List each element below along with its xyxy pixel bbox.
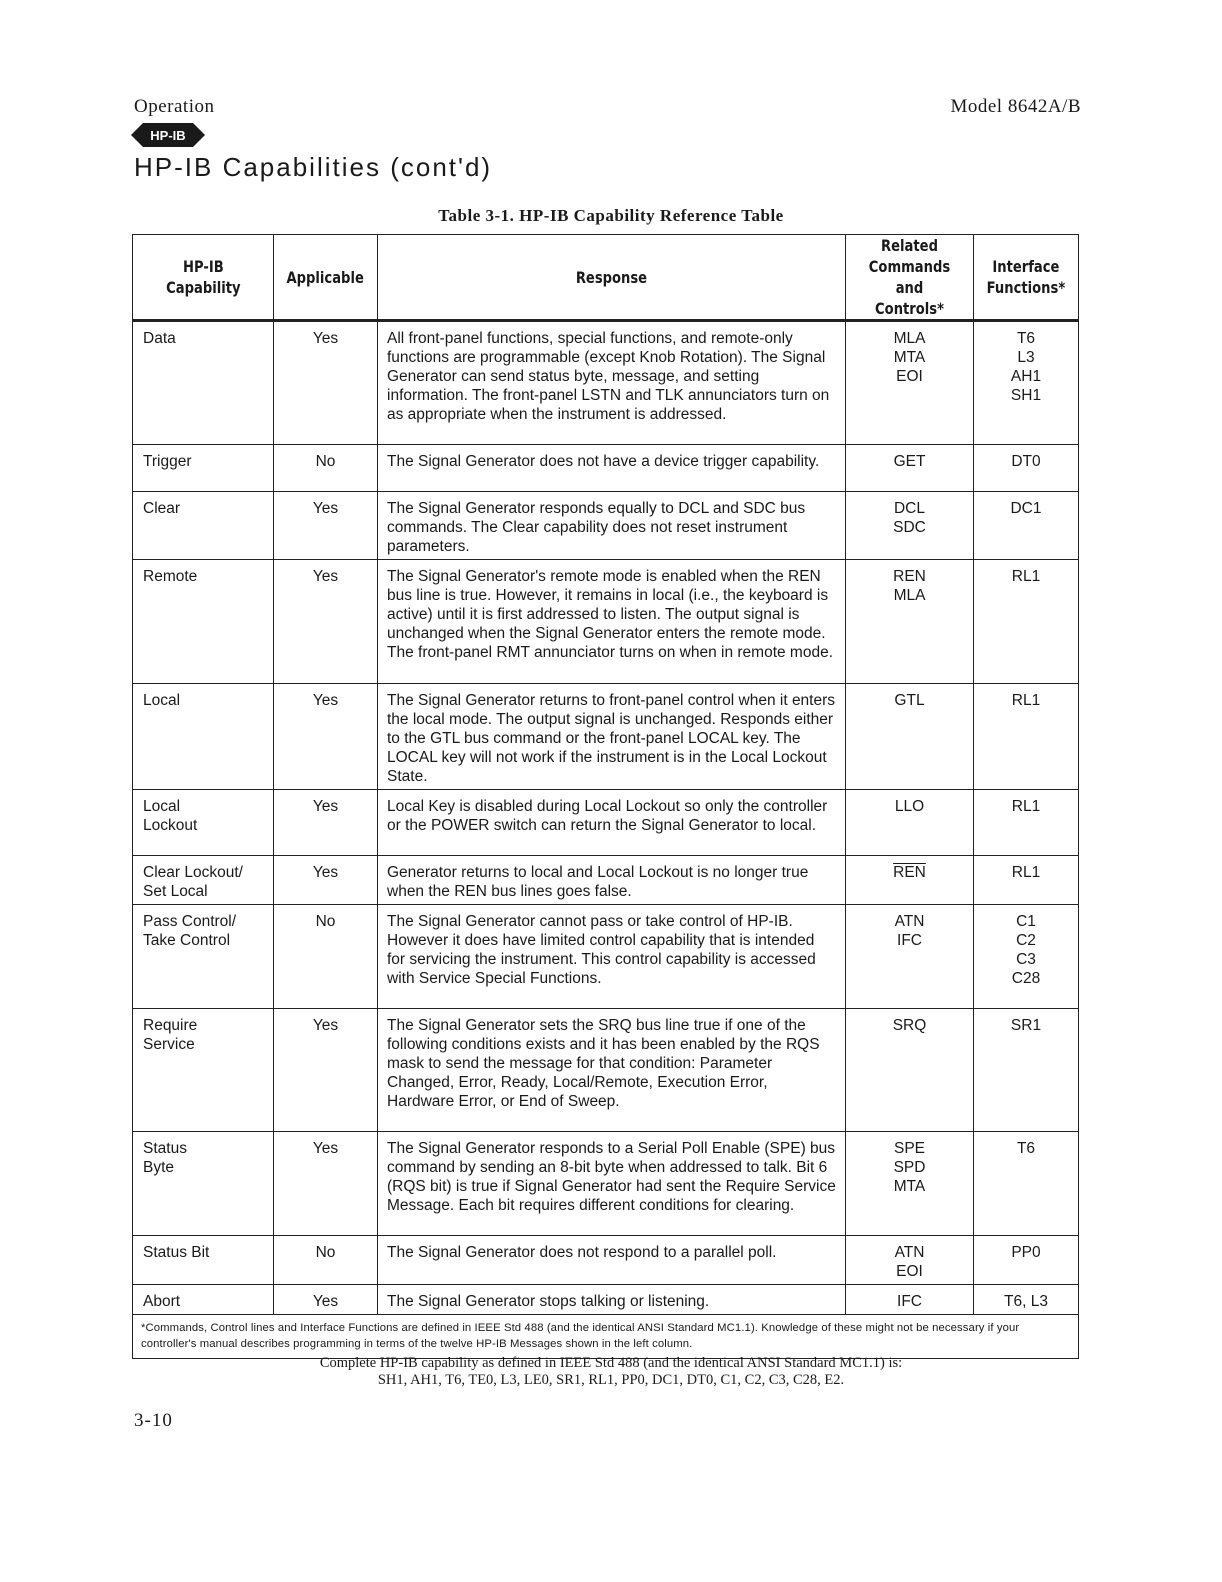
table-row xyxy=(133,684,1079,790)
col-capability-header-label: HP-IB Capability xyxy=(165,257,241,297)
cell-capability: Abort xyxy=(133,1285,274,1315)
table-body xyxy=(133,321,1079,1315)
table-row xyxy=(133,1009,1079,1132)
running-header-section: Operation xyxy=(134,96,215,117)
cell-applicable: Yes xyxy=(274,1009,378,1132)
cell-applicable: Yes xyxy=(274,492,378,560)
cell-functions: RL1 xyxy=(974,856,1079,905)
table-row xyxy=(133,492,1079,560)
cell-applicable: Yes xyxy=(274,560,378,684)
cell-functions: RL1 xyxy=(974,684,1079,790)
cell-capability: Data xyxy=(133,321,274,445)
table-row xyxy=(133,856,1079,905)
table-row xyxy=(133,321,1079,445)
table-row xyxy=(133,790,1079,856)
cell-capability: Local Lockout xyxy=(133,790,274,856)
capability-table xyxy=(132,234,1079,1359)
running-header-model: Model 8642A/B xyxy=(950,96,1081,117)
table-row xyxy=(133,1236,1079,1285)
cell-functions: PP0 xyxy=(974,1236,1079,1285)
table-row xyxy=(133,1285,1079,1315)
cell-capability: Remote xyxy=(133,560,274,684)
cell-commands: $\overline{REN}$ xyxy=(846,856,974,905)
col-capability-header xyxy=(133,235,274,321)
table-caption: Table 3-1. HP-IB Capability Reference Table xyxy=(438,206,784,225)
cell-capability: Local xyxy=(133,684,274,790)
col-functions-header-label: Interface Functions* xyxy=(986,257,1066,297)
cell-functions: C1 C2 C3 C28 xyxy=(974,905,1079,1009)
cell-functions: T6, L3 xyxy=(974,1285,1079,1315)
cell-applicable: Yes xyxy=(274,684,378,790)
cell-response: The Signal Generator does not respond to a parallel poll. xyxy=(378,1236,846,1285)
cell-response: All front-panel functions, special functions, and remote-only functions are programmable (except Knob Rotation). The Signal Generator can send status byte, message, and setting information. The front-panel LSTN and TLK annunciators turn on as appropriate when the instrument is addressed. xyxy=(378,321,846,445)
cell-capability: Trigger xyxy=(133,445,274,492)
cell-response: The Signal Generator returns to front-panel control when it enters the local mode. The output signal is unchanged. Responds either to the GTL bus command or the front-panel LOCAL key. The LOCAL key will not work if the instrument is in the Local Lockout State. xyxy=(378,684,846,790)
cell-applicable: Yes xyxy=(274,1285,378,1315)
table-row xyxy=(133,560,1079,684)
cell-capability: Clear Lockout/ Set Local xyxy=(133,856,274,905)
cell-functions: T6 xyxy=(974,1132,1079,1236)
cell-commands: MLA MTA EOI xyxy=(846,321,974,445)
cell-applicable: Yes xyxy=(274,790,378,856)
cell-applicable: No xyxy=(274,905,378,1009)
table-row xyxy=(133,1132,1079,1236)
cell-commands: IFC xyxy=(846,1285,974,1315)
cell-functions: RL1 xyxy=(974,560,1079,684)
capability-summary xyxy=(0,1355,1222,1389)
cell-capability: Status Byte xyxy=(133,1132,274,1236)
cell-functions: DT0 xyxy=(974,445,1079,492)
cell-applicable: No xyxy=(274,445,378,492)
section-title: HP-IB Capabilities (cont'd) xyxy=(134,152,493,182)
cell-commands: LLO xyxy=(846,790,974,856)
col-applicable-header-label: Applicable xyxy=(286,267,365,287)
cell-response: The Signal Generator stops talking or listening. xyxy=(378,1285,846,1315)
cell-response: The Signal Generator sets the SRQ bus line true if one of the following conditions exists and it has been enabled by the RQS mask to send the message for that condition: Parameter Changed, Error, Ready, Local/Remote, Execution Error, Hardware Error, or End of Sweep. xyxy=(378,1009,846,1132)
table-row xyxy=(133,905,1079,1009)
col-commands-header-label: Related Commands and Controls* xyxy=(868,236,951,318)
table-row xyxy=(133,445,1079,492)
cell-applicable: Yes xyxy=(274,321,378,445)
col-commands-header xyxy=(846,235,974,321)
summary-line-2: SH1, AH1, T6, TE0, L3, LE0, SR1, RL1, PP0, DC1, DT0, C1, C2, C3, C28, E2. xyxy=(377,1372,845,1388)
cell-applicable: No xyxy=(274,1236,378,1285)
cell-capability: Status Bit xyxy=(133,1236,274,1285)
cell-response: Generator returns to local and Local Lockout is no longer true when the REN bus lines goes false. xyxy=(378,856,846,905)
col-applicable-header xyxy=(274,235,378,321)
cell-commands: SPE SPD MTA xyxy=(846,1132,974,1236)
cell-applicable: Yes xyxy=(274,856,378,905)
table-footnote: *Commands, Control lines and Interface Functions are defined in IEEE Std 488 (and the identical ANSI Standard MC1.1). Knowledge of these might not be necessary if your controller's manual describes programming in terms of the twelve HP-IB Messages shown in the left column. xyxy=(133,1315,1079,1359)
cell-commands: REN MLA xyxy=(846,560,974,684)
cell-commands: DCL SDC xyxy=(846,492,974,560)
capability-table-container xyxy=(132,234,1078,1359)
col-functions-header xyxy=(974,235,1079,321)
cell-commands: ATN IFC xyxy=(846,905,974,1009)
cell-capability: Pass Control/ Take Control xyxy=(133,905,274,1009)
cell-applicable: Yes xyxy=(274,1132,378,1236)
cell-functions: T6 L3 AH1 SH1 xyxy=(974,321,1079,445)
table-header xyxy=(133,235,1079,321)
cell-response: The Signal Generator responds to a Serial Poll Enable (SPE) bus command by sending an 8-bit byte when addressed to talk. Bit 6 (RQS bit) is true if Signal Generator had sent the Require Service Message. Each bit requires different conditions for clearing. xyxy=(378,1132,846,1236)
badge-label: HP-IB xyxy=(150,128,186,143)
col-response-header-label: Response xyxy=(575,267,648,287)
cell-functions: RL1 xyxy=(974,790,1079,856)
cell-response: The Signal Generator does not have a device trigger capability. xyxy=(378,445,846,492)
cell-commands: GTL xyxy=(846,684,974,790)
page-number: 3-10 xyxy=(134,1410,173,1431)
cell-commands: GET xyxy=(846,445,974,492)
hp-ib-badge-icon xyxy=(131,122,205,148)
cell-response: The Signal Generator cannot pass or take control of HP-IB. However it does have limited control capability that is intended for servicing the instrument. This control capability is accessed with Service Special Functions. xyxy=(378,905,846,1009)
cell-functions: DC1 xyxy=(974,492,1079,560)
cell-response: The Signal Generator responds equally to DCL and SDC bus commands. The Clear capability does not reset instrument parameters. xyxy=(378,492,846,560)
summary-line-1: Complete HP-IB capability as defined in IEEE Std 488 (and the identical ANSI Standard MC1.1) is: xyxy=(319,1355,903,1371)
cell-commands: ATN EOI xyxy=(846,1236,974,1285)
cell-response: The Signal Generator's remote mode is enabled when the REN bus line is true. However, it remains in local (i.e., the keyboard is active) until it is first addressed to listen. The output signal is unchanged when the Signal Generator enters the remote mode. The front-panel RMT annunciator turns on when in remote mode. xyxy=(378,560,846,684)
cell-capability: Clear xyxy=(133,492,274,560)
cell-commands: SRQ xyxy=(846,1009,974,1132)
cell-capability: Require Service xyxy=(133,1009,274,1132)
cell-functions: SR1 xyxy=(974,1009,1079,1132)
cell-response: Local Key is disabled during Local Lockout so only the controller or the POWER switch can return the Signal Generator to local. xyxy=(378,790,846,856)
col-response-header xyxy=(378,235,846,321)
